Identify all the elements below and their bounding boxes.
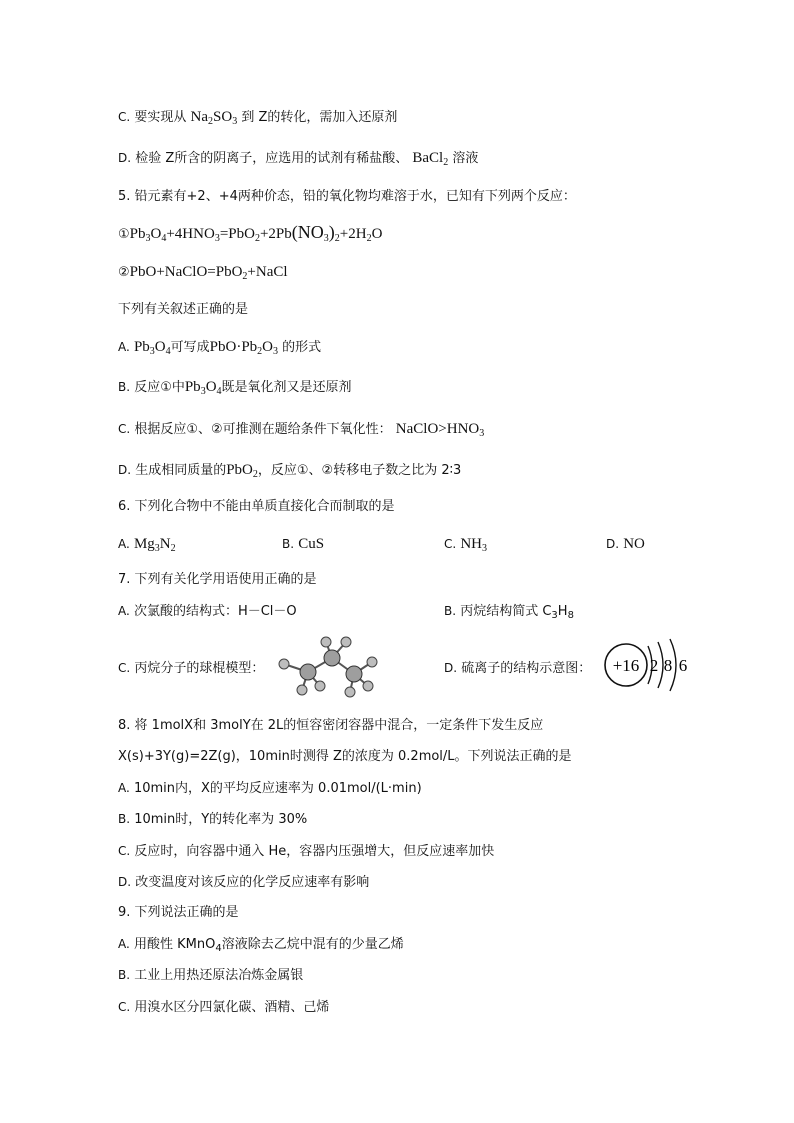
q5-option-d: D. 生成相同质量的PbO$_2$，反应①、②转移电子数之比为 2∶3 [118, 462, 462, 480]
q5-option-a: A. $Pb_3O_4$可写成$PbO\cdot Pb_2O_3$ 的形式 [118, 339, 322, 357]
q8-option-d: D. 改变温度对该反应的化学反应速率有影响 [118, 875, 370, 890]
q7-option-d: D. 硫离子的结构示意图： [444, 661, 592, 676]
q6-option-b: B. CuS [282, 536, 325, 552]
q5-stem: 5. 铅元素有+2、+4两种价态，铅的氧化物均难溶于水，已知有下列两个反应： [118, 189, 576, 204]
q6-option-a: A. $Mg_3N_2$ [118, 536, 176, 554]
q5-reaction-2: ②PbO+NaClO=PbO$_2$+NaCl [118, 264, 288, 282]
shell-2-count: 8 [663, 656, 673, 675]
q6-stem: 6. 下列化合物中不能由单质直接化合而制取的是 [118, 499, 395, 514]
q8-option-a: A. 10min内，X的平均反应速率为 0.01mol/(L·min) [118, 781, 422, 796]
sulfide-ion-structure-diagram [602, 636, 694, 694]
q8-stem-line-1: 8. 将 1molX和 3molY在 2L的恒容密闭容器中混合，一定条件下发生反应 [118, 718, 544, 733]
q4-option-c [118, 107, 397, 128]
option-text: 溶液 [452, 151, 479, 166]
q4-option-d [118, 148, 478, 169]
q5-ask: 下列有关叙述正确的是 [118, 302, 249, 317]
q5-option-b: B. 反应①中$Pb_3O_4$既是氧化剂又是还原剂 [118, 379, 352, 397]
q7-option-b: B. 丙烷结构简式 $C_3H_8$ [444, 604, 574, 621]
q9-option-c: C. 用溴水区分四氯化碳、酒精、己烯 [118, 1000, 330, 1015]
q5-option-c: C. 根据反应①、②可推测在题给条件下氧化性： $NaClO>HNO_3$ [118, 421, 485, 439]
q6-option-c: C. $NH_3$ [444, 536, 488, 554]
option-label: C. [118, 110, 131, 124]
propane-ball-stick-model [276, 632, 382, 696]
q9-option-a: A. 用酸性 KMnO$_4$溶液除去乙烷中混有的少量乙烯 [118, 937, 404, 954]
option-text: 检验 Z所含的阴离子，应选用的试剂有稀盐酸、 [135, 151, 409, 166]
q7-stem: 7. 下列有关化学用语使用正确的是 [118, 572, 317, 587]
q8-option-b: B. 10min时，Y的转化率为 30% [118, 812, 308, 827]
formula: BaCl$_2$ [412, 150, 449, 168]
formula: $Na_2SO_3$ [190, 109, 238, 127]
q8-option-c: C. 反应时，向容器中通入 He，容器内压强增大，但反应速率加快 [118, 844, 495, 859]
option-text: 要实现从 [134, 110, 187, 125]
q9-option-b: B. 工业上用热还原法冶炼金属银 [118, 968, 304, 983]
svg-text:+16: +16 [612, 656, 640, 675]
option-text: 到 Z的转化，需加入还原剂 [241, 110, 398, 125]
q6-option-d: D. NO [606, 536, 645, 552]
shell-3-count: 6 [678, 656, 688, 675]
q9-stem: 9. 下列说法正确的是 [118, 905, 239, 920]
q8-stem-line-2: X(s)+3Y(g)=2Z(g)，10min时测得 Z的浓度为 0.2mol/L。下列说法正确的是 [118, 749, 572, 764]
option-label: D. [118, 151, 132, 165]
shell-1-count: 2 [649, 656, 659, 675]
q5-reaction-1: $①Pb_3O_4+4HNO_3=PbO_2+2Pb(NO_3)_2+2H_2O$ [118, 222, 383, 244]
q7-option-a: A. 次氯酸的结构式：H－Cl－O [118, 604, 297, 619]
q7-option-c: C. 丙烷分子的球棍模型： [118, 661, 265, 676]
